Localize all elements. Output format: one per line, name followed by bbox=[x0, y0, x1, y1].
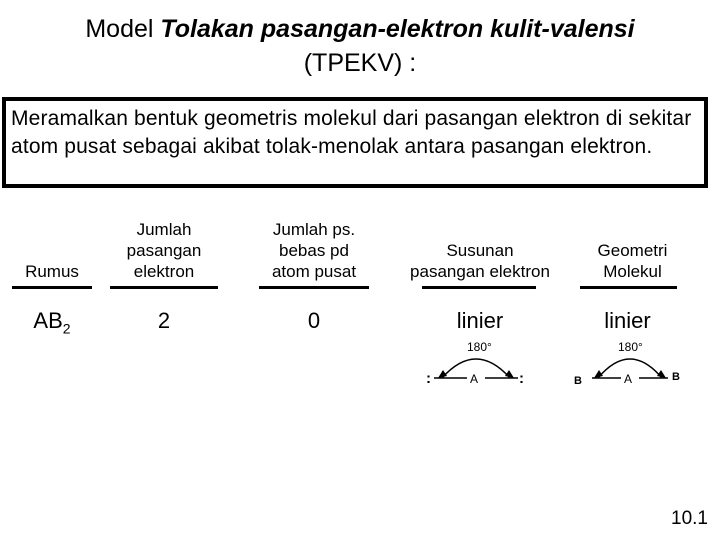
electron-pair-arrangement-diagram bbox=[410, 334, 550, 394]
arrowhead-right bbox=[505, 370, 514, 378]
central-atom-label: A bbox=[470, 372, 479, 386]
header-rumus: Rumus bbox=[25, 262, 79, 281]
molecular-geometry-diagram bbox=[568, 334, 698, 394]
arrowhead-right bbox=[657, 370, 666, 378]
header-rule-jumlah-bebas bbox=[259, 286, 369, 289]
cell-jumlah-bebas: 0 bbox=[307, 308, 321, 333]
arrowhead-left bbox=[594, 370, 603, 378]
header-geometri: Geometri Molekul bbox=[597, 241, 668, 281]
slide-title bbox=[20, 12, 700, 80]
definition-text: Meramalkan bentuk geometris molekul dari pasangan elektron di sekitar atom pusat sebagai akibat tolak-menolak antara pasangan elektron. bbox=[11, 107, 692, 158]
header-rule-geometri bbox=[580, 286, 677, 289]
cell-rumus: $AB_2$ bbox=[33, 308, 71, 337]
title-prefix: Model bbox=[85, 15, 161, 43]
header-jumlah-bebas: Jumlah ps. bebas pd atom pusat bbox=[271, 220, 357, 281]
header-jumlah-pasangan: Jumlah pasangan elektron bbox=[126, 220, 202, 281]
cell-susunan: linier bbox=[456, 308, 504, 333]
header-susunan: Susunan pasangan elektron bbox=[410, 241, 550, 281]
definition-box bbox=[2, 97, 708, 188]
page-number: 10.1 bbox=[671, 508, 708, 529]
ligand-left-label: B bbox=[574, 375, 582, 387]
angle-label: 180° bbox=[618, 340, 643, 354]
lone-pair-left: : bbox=[426, 370, 431, 387]
title-abbreviation: (TPEKV) : bbox=[303, 49, 417, 77]
header-rule-susunan bbox=[422, 286, 536, 289]
angle-label: 180° bbox=[467, 340, 492, 354]
cell-geometri: linier bbox=[604, 308, 651, 333]
header-rule-jumlah-pasangan bbox=[110, 286, 218, 289]
lone-pair-right: : bbox=[519, 370, 524, 387]
central-atom-label: A bbox=[624, 372, 633, 386]
arrowhead-left bbox=[438, 370, 447, 378]
header-rule-rumus bbox=[12, 286, 92, 289]
ligand-right-label: B bbox=[672, 371, 680, 383]
cell-jumlah-pasangan: 2 bbox=[157, 308, 171, 333]
title-emphasis: Tolakan pasangan-elektron kulit-valensi bbox=[160, 15, 635, 43]
